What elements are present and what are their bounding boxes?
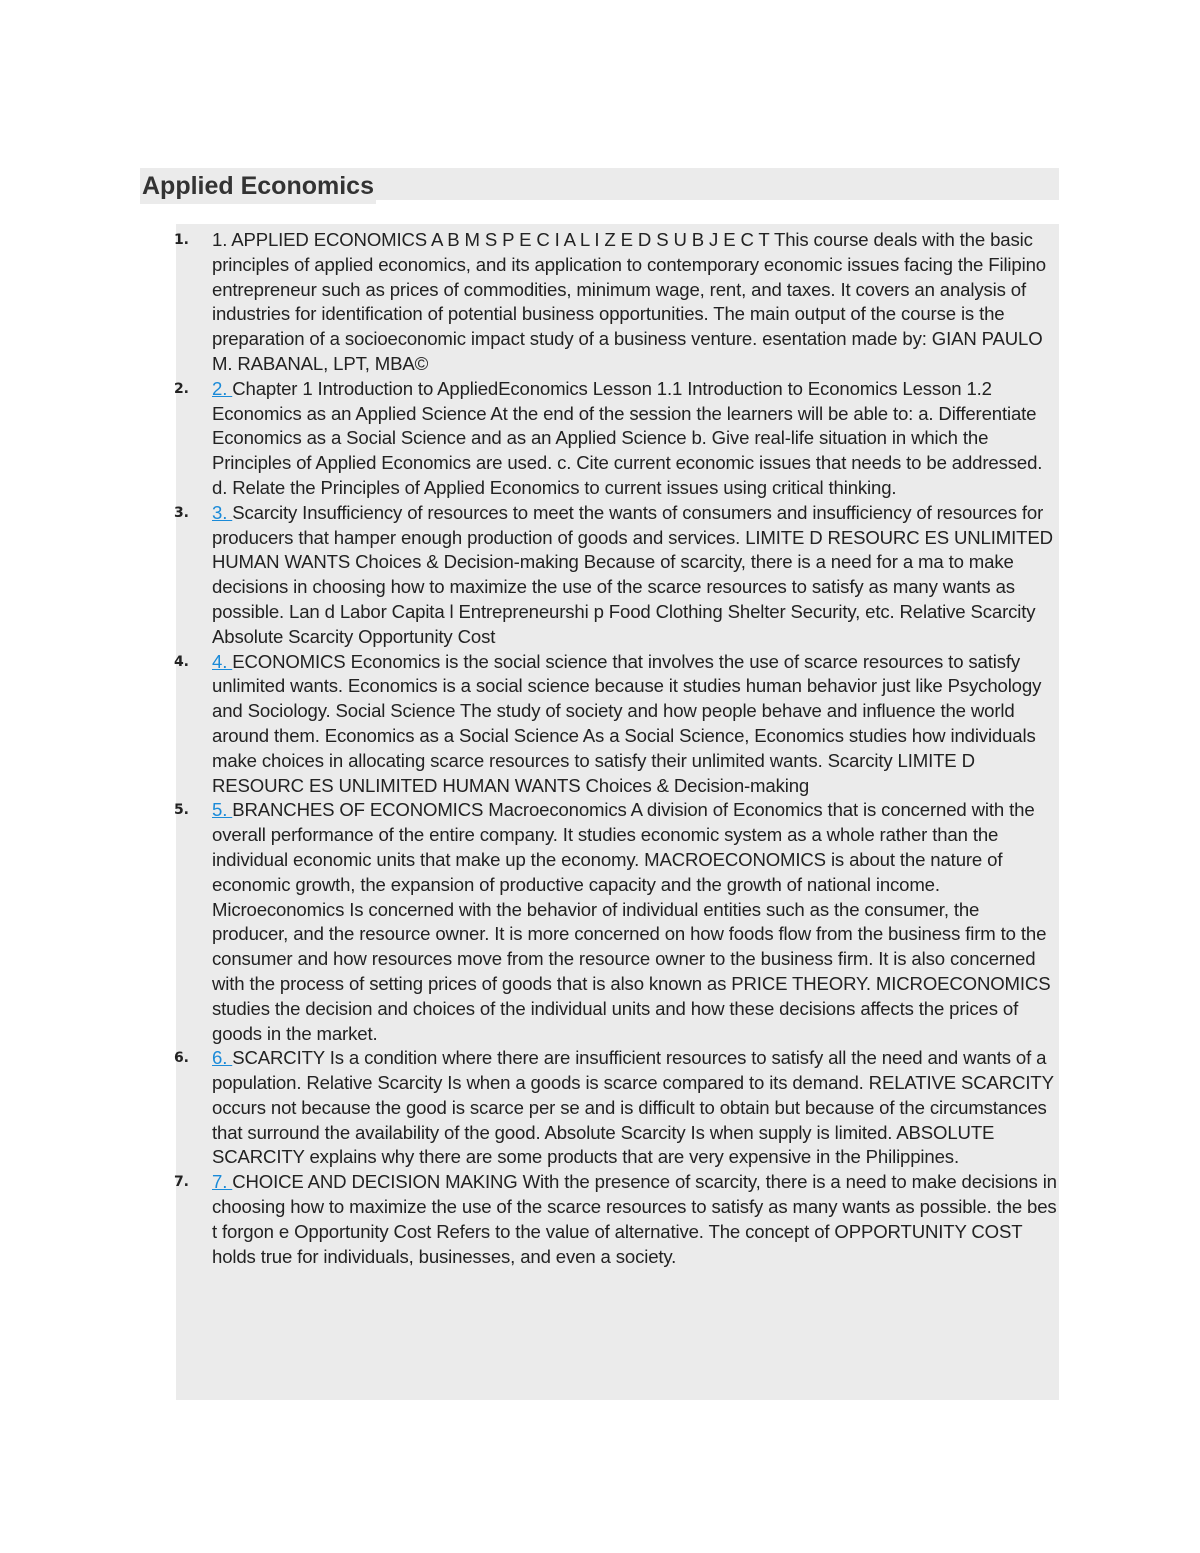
slide-link[interactable]: 2. — [212, 377, 233, 399]
slide-link[interactable]: 6. — [212, 1047, 233, 1069]
list-item — [140, 377, 1060, 501]
slide-link[interactable]: 5. — [212, 799, 233, 821]
item-text: SCARCITY Is a condition where there are insufficient resources to satisfy all the need and wants of a population. Relative Scarcity Is when a goods is scarce compared to its demand. RELATIVE SCARCITY occurs not because the good is scarce per se and is difficult to obtain but because of the circumstances that surround the availability of the good. Absolute Scarcity Is when supply is limited. ABSOLUTE SCARCITY explains why there are some products that are very expensive in the Philippines. — [212, 1047, 1054, 1168]
list-marker: 7. — [174, 1174, 189, 1191]
slide-link[interactable]: 7. — [212, 1171, 233, 1193]
slide-link[interactable]: 3. — [212, 501, 233, 523]
slide-list — [140, 228, 1060, 1269]
list-item — [140, 1046, 1060, 1170]
list-marker: 2. — [174, 380, 189, 397]
slide-link[interactable]: 4. — [212, 650, 233, 672]
list-marker: 4. — [174, 653, 189, 670]
list-item — [140, 501, 1060, 650]
list-marker: 1. — [174, 232, 189, 248]
list-item — [140, 650, 1060, 799]
item-text: ECONOMICS Economics is the social science that involves the use of scarce resources to satisfy unlimited wants. Economics is a social science because it studies human behavior just like Psychology and Sociology. Social Science The study of society and how people behave and influence the world around them. Economics as a Social Science As a Social Science, Economics studies how individuals make choices in allocating scarce resources to satisfy their unlimited wants. Scarcity LIMITE D RESOURC ES UNLIMITED HUMAN WANTS Choices & Decision-making — [212, 650, 1042, 796]
list-item — [140, 228, 1060, 377]
item-text: 1. APPLIED ECONOMICS A B M S P E C I A L I Z E D S U B J E C T This course deals with the basic principles of applied economics, and its application to contemporary economic issues facing the Filipino entrepreneur such as prices of commodities, minimum wage, rent, and taxes. It covers an analysis of industries for identification of potential business opportunities. The main output of the course is the preparation of a socioeconomic impact study of a business venture. esentation made by: GIAN PAULO M. RABANAL, LPT, MBA© — [212, 229, 1046, 374]
list-marker: 5. — [174, 802, 189, 819]
list-item — [140, 798, 1060, 1046]
item-text: CHOICE AND DECISION MAKING With the presence of scarcity, there is a need to make decisions in choosing how to maximize the use of the scarce resources to satisfy as many wants as possible. the bes t forgon e Opportunity Cost Refers to the value of alternative. The concept of OPPORTUNITY COST holds true for individuals, businesses, and even a society. — [212, 1171, 1057, 1267]
list-item — [140, 1170, 1060, 1269]
document-title: Applied Economics — [140, 168, 376, 204]
item-text: Scarcity Insufficiency of resources to meet the wants of consumers and insufficiency of resources for producers that hamper enough production of goods and services. LIMITE D RESOURC ES UNLIMITED HUMAN WANTS Choices & Decision-making Because of scarcity, there is a need for a ma to make decisions in choosing how to maximize the use of the scarce resources to satisfy as many wants as possible. Lan d Labor Capita l Entrepreneurshi p Food Clothing Shelter Security, etc. Relative Scarcity Absolute Scarcity Opportunity Cost — [212, 501, 1053, 647]
item-text: BRANCHES OF ECONOMICS Macroeconomics A division of Economics that is concerned with the overall performance of the entire company. It studies economic system as a whole rather than the individual economic units that make up the economy. MACROECONOMICS is about the nature of economic growth, the expansion of productive capacity and the growth of national income. Microeconomics Is concerned with the behavior of individual entities such as the consumer, the producer, and the resource owner. It is more concerned on how foods flow from the business firm to the consumer and how resources move from the resource owner to the business firm. It is also concerned with the process of setting prices of goods that is also known as PRICE THEORY. MICROECONOMICS studies the decision and choices of the individual units and how these decisions affects the prices of goods in the market. — [212, 799, 1051, 1044]
item-text: Chapter 1 Introduction to AppliedEconomics Lesson 1.1 Introduction to Economics Lesson 1.2 Economics as an Applied Science At the end of the session the learners will be able to: a. Differentiate Economics as a Social Science and as an Applied Science b. Give real-life situation in which the Principles of Applied Economics are used. c. Cite current economic issues that needs to be addressed. d. Relate the Principles of Applied Economics to current issues using critical thinking. — [212, 377, 1043, 498]
document-header — [140, 168, 1060, 204]
list-marker: 6. — [174, 1050, 189, 1067]
list-marker: 3. — [174, 504, 189, 521]
